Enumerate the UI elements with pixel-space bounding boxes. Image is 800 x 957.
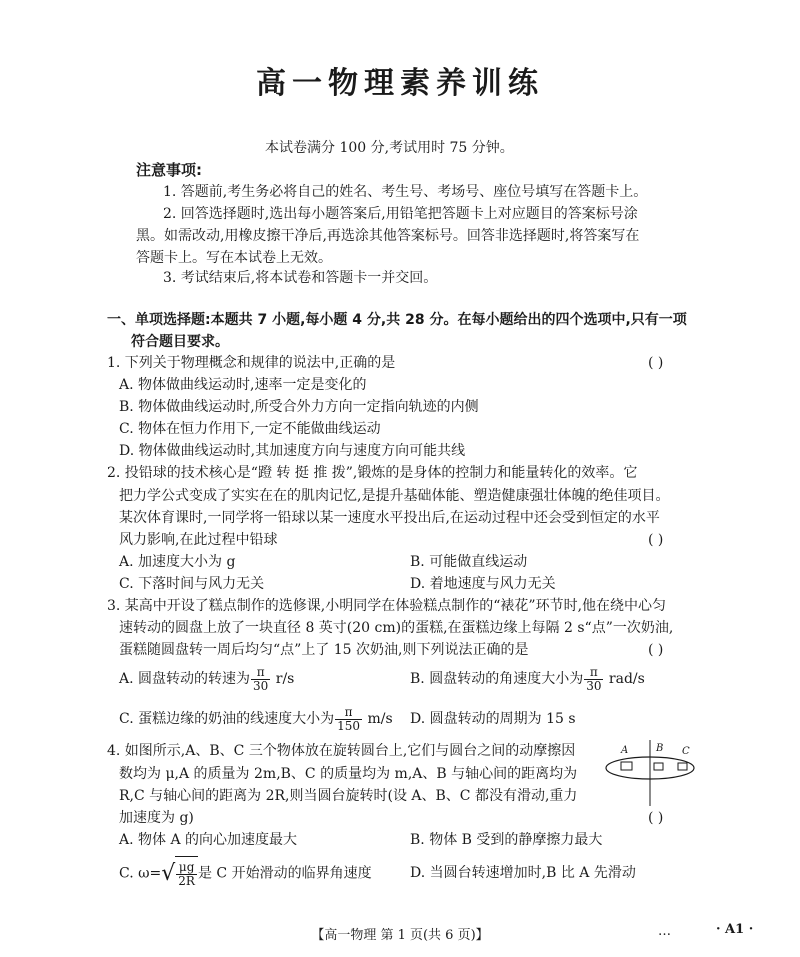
notice-item-2-line2: 黑。如需改动,用橡皮擦干净后,再选涂其他答案标号。回答非选择题时,将答案写在 — [136, 228, 640, 244]
q4-option-c-root — [161, 856, 198, 891]
q3-option-a-fraction — [251, 666, 270, 693]
q2-stem-line1: 2. 投铅球的技术核心是“蹬 转 挺 推 拨”,锻炼的是身体的控制力和能量转化的效率。它 — [107, 465, 638, 481]
q3-option-a-text: A. 圆盘转动的转速为 — [119, 671, 251, 687]
notice-item-1: 1. 答题前,考生务必将自己的姓名、考生号、考场号、座位号填写在答题卡上。 — [163, 184, 648, 200]
notice-item-2-line3: 答题卡上。写在本试卷上无效。 — [136, 250, 332, 266]
q2-option-b: B. 可能做直线运动 — [410, 554, 528, 570]
notice-heading: 注意事项: — [136, 161, 202, 179]
q1-stem: 1. 下列关于物理概念和规律的说法中,正确的是 — [107, 355, 396, 371]
q2-stem-line3: 某次体育课时,一同学将一铅球以某一速度水平投出后,在运动过程中还会受到恒定的水平 — [119, 510, 660, 526]
q3-option-c-text: C. 蛋糕边缘的奶油的线速度大小为 — [119, 711, 335, 727]
q4-option-a: A. 物体 A 的向心加速度最大 — [119, 832, 298, 848]
q3-option-a — [119, 664, 294, 694]
q2-answer-blank: ( ) — [648, 532, 664, 548]
q3-option-c-numerator: π — [335, 706, 362, 720]
q3-option-d: D. 圆盘转动的周期为 15 s — [410, 711, 576, 727]
subtitle: 本试卷满分 100 分,考试用时 75 分钟。 — [265, 140, 514, 156]
q3-stem-line3: 蛋糕随圆盘转一周后均匀“点”上了 15 次奶油,则下列说法正确的是 — [119, 642, 529, 658]
q3-option-c-unit: m/s — [363, 711, 393, 727]
q4-answer-blank: ( ) — [648, 810, 664, 826]
q4-option-c — [119, 856, 372, 891]
q2-stem-line2: 把力学公式变成了实实在在的肌肉记忆,是提升基础体能、塑造健康强壮体魄的绝佳项目。 — [119, 488, 670, 504]
notice-item-3: 3. 考试结束后,将本试卷和答题卡一并交回。 — [163, 270, 438, 286]
q3-option-b-fraction — [584, 666, 603, 693]
q4-option-c-denominator: 2R — [178, 873, 195, 888]
figure-label-a: A — [621, 745, 629, 756]
q1-option-b: B. 物体做曲线运动时,所受合外力方向一定指向轨迹的内侧 — [119, 399, 479, 415]
figure-label-c: C — [682, 746, 690, 757]
q3-option-b-unit: rad/s — [604, 671, 645, 687]
radical-sign: √ — [161, 860, 176, 886]
q3-option-c-fraction — [335, 706, 362, 733]
q4-option-c-numerator: μg — [176, 861, 197, 875]
figure-label-b: B — [656, 743, 664, 754]
section-heading-line2: 符合题目要求。 — [131, 334, 229, 350]
turntable-figure — [596, 738, 696, 808]
q3-stem-line1: 3. 某高中开设了糕点制作的选修课,小明同学在体验糕点制作的“裱花”环节时,他在绕中心匀 — [107, 598, 667, 614]
q3-option-a-numerator: π — [251, 666, 270, 680]
q4-option-c-fraction — [176, 861, 197, 888]
q4-stem-line2: 数均为 μ,A 的质量为 2m,B、C 的质量均为 m,A、B 与轴心间的距离均为 — [119, 766, 578, 782]
section-heading-line1: 一、单项选择题:本题共 7 小题,每小题 4 分,共 28 分。在每小题给出的四个选项中,只有一项 — [107, 312, 687, 328]
paper-code: · A1 · — [716, 922, 754, 937]
q1-option-d: D. 物体做曲线运动时,其加速度方向与速度方向可能共线 — [119, 443, 466, 459]
footer-mark: … — [658, 924, 671, 939]
q3-option-b-denominator: 30 — [586, 678, 602, 693]
notice-item-2-line1: 2. 回答选择题时,选出每小题答案后,用铅笔把答题卡上对应题目的答案标号涂 — [163, 206, 638, 222]
q3-option-b — [410, 664, 645, 694]
block-a — [621, 762, 632, 770]
block-b — [654, 763, 663, 770]
q3-answer-blank: ( ) — [648, 642, 664, 658]
q4-stem-line1: 4. 如图所示,A、B、C 三个物体放在旋转圆台上,它们与圆台之间的动摩擦因 — [107, 743, 576, 759]
q1-answer-blank: ( ) — [648, 355, 664, 371]
page-title: 高一物理素养训练 — [256, 66, 544, 101]
q4-option-c-prefix: C. ω= — [119, 865, 162, 882]
q3-option-c — [119, 704, 393, 734]
q2-stem-line4: 风力影响,在此过程中铅球 — [119, 532, 278, 548]
q3-option-c-denominator: 150 — [337, 718, 361, 733]
q2-option-a: A. 加速度大小为 g — [119, 554, 236, 570]
q3-stem-line2: 速转动的圆盘上放了一块直径 8 英寸(20 cm)的蛋糕,在蛋糕边缘上每隔 2 s“点”一次奶油, — [119, 620, 674, 636]
q4-stem-line4: 加速度为 g) — [119, 810, 194, 826]
q4-stem-line3: R,C 与轴心间的距离为 2R,则当圆台旋转时(设 A、B、C 都没有滑动,重力 — [119, 788, 578, 804]
q3-option-b-text: B. 圆盘转动的角速度大小为 — [410, 671, 584, 687]
q4-option-b: B. 物体 B 受到的静摩擦力最大 — [410, 832, 603, 848]
q4-option-c-text: 是 C 开始滑动的临界角速度 — [197, 865, 372, 882]
q4-option-d: D. 当圆台转速增加时,B 比 A 先滑动 — [410, 865, 636, 881]
q1-option-a: A. 物体做曲线运动时,速率一定是变化的 — [119, 377, 367, 393]
q3-option-a-unit: r/s — [271, 671, 295, 687]
q3-option-b-numerator: π — [584, 666, 603, 680]
q2-option-d: D. 着地速度与风力无关 — [410, 576, 556, 592]
block-c — [678, 763, 687, 770]
q1-option-c: C. 物体在恒力作用下,一定不能做曲线运动 — [119, 421, 381, 437]
q3-option-a-denominator: 30 — [253, 678, 269, 693]
page-footer: 【高一物理 第 1 页(共 6 页)】 — [311, 928, 489, 943]
q2-option-c: C. 下落时间与风力无关 — [119, 576, 265, 592]
